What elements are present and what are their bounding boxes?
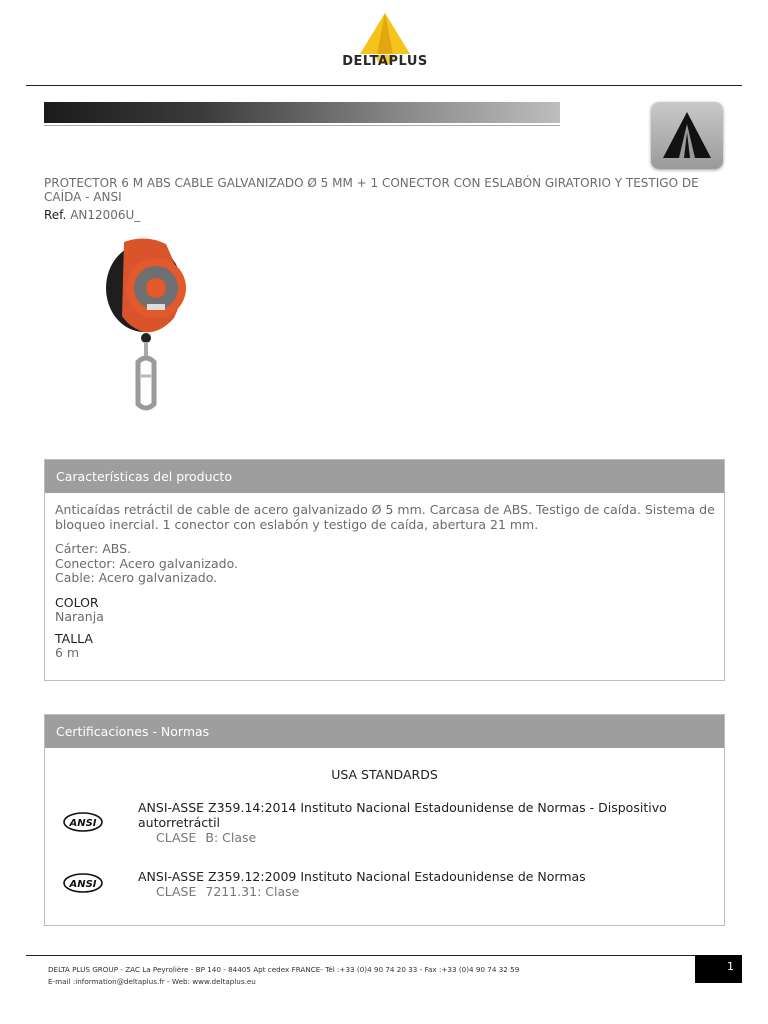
company-contact: E-mail :information@deltaplus.fr - Web: www.deltaplus.eu	[48, 977, 256, 986]
class-value: B: Clase	[205, 830, 257, 845]
size-value: 6 m	[55, 645, 80, 660]
delta-triangle-icon	[651, 102, 723, 169]
usa-standards-title: USA STANDARDS	[331, 767, 438, 782]
product-title: PROTECTOR 6 M ABS CABLE GALVANIZADO Ø 5 MM + 1 CONECTOR CON ESLABÓN GIRATORIO Y TESTIGO DE CAÍDA - ANSI	[44, 176, 699, 204]
ansi-logo-text: ANSI	[69, 818, 97, 829]
header-bar-underline	[44, 125, 560, 126]
certification-name: ANSI-ASSE Z359.12:2009 Instituto Nacional Estadounidense de Normas	[138, 869, 586, 884]
material-item: Cárter: ABS.	[55, 541, 132, 556]
characteristics-heading: Características del producto	[45, 460, 724, 493]
ansi-logo-icon	[63, 872, 103, 894]
footer-address	[48, 964, 519, 988]
product-reference	[44, 208, 140, 222]
color-value: Naranja	[55, 609, 104, 624]
color-label: COLOR	[55, 595, 99, 610]
product-description: Anticaídas retráctil de cable de acero galvanizado Ø 5 mm. Carcasa de ABS. Testigo de caída. Sistema de bloqueo inercial. 1 conector con eslabón y testigo de caída, abertura 21 mm.	[55, 502, 715, 532]
class-value: 7211.31: Clase	[205, 884, 300, 899]
characteristics-panel	[44, 459, 725, 681]
brand-badge	[651, 102, 723, 169]
material-item: Conector: Acero galvanizado.	[55, 555, 238, 571]
ansi-logo-icon	[63, 811, 103, 833]
class-label: CLASE	[156, 884, 197, 899]
product-image	[100, 236, 192, 414]
ref-value: AN12006U_	[70, 208, 141, 222]
top-divider	[26, 85, 742, 86]
certifications-heading: Certificaciones - Normas	[45, 715, 724, 748]
ansi-logo-text: ANSI	[69, 879, 97, 890]
company-address: DELTA PLUS GROUP - ZAC La Peyrolière - BP 140 - 84405 Apt cedex FRANCE- Tél :+33 (0)4 90 74 20 33 - Fax :+33 (0)4 90 74 32 59	[48, 965, 520, 974]
size-label: TALLA	[55, 631, 93, 646]
page-number: 1	[695, 955, 742, 983]
materials-list	[55, 542, 715, 586]
header-gradient-bar	[44, 102, 560, 123]
class-label: CLASE	[156, 830, 197, 845]
certification-name: ANSI-ASSE Z359.14:2014 Instituto Nacional Estadounidense de Normas - Dispositivo autorretráctil	[138, 800, 667, 830]
certification-class	[156, 884, 308, 899]
logo-text: DELTAPLUS	[342, 54, 428, 69]
certifications-panel	[44, 714, 725, 926]
ref-label: Ref.	[44, 208, 67, 222]
material-item: Cable: Acero galvanizado.	[55, 570, 218, 585]
certification-class	[156, 830, 265, 845]
footer-divider	[26, 955, 742, 956]
